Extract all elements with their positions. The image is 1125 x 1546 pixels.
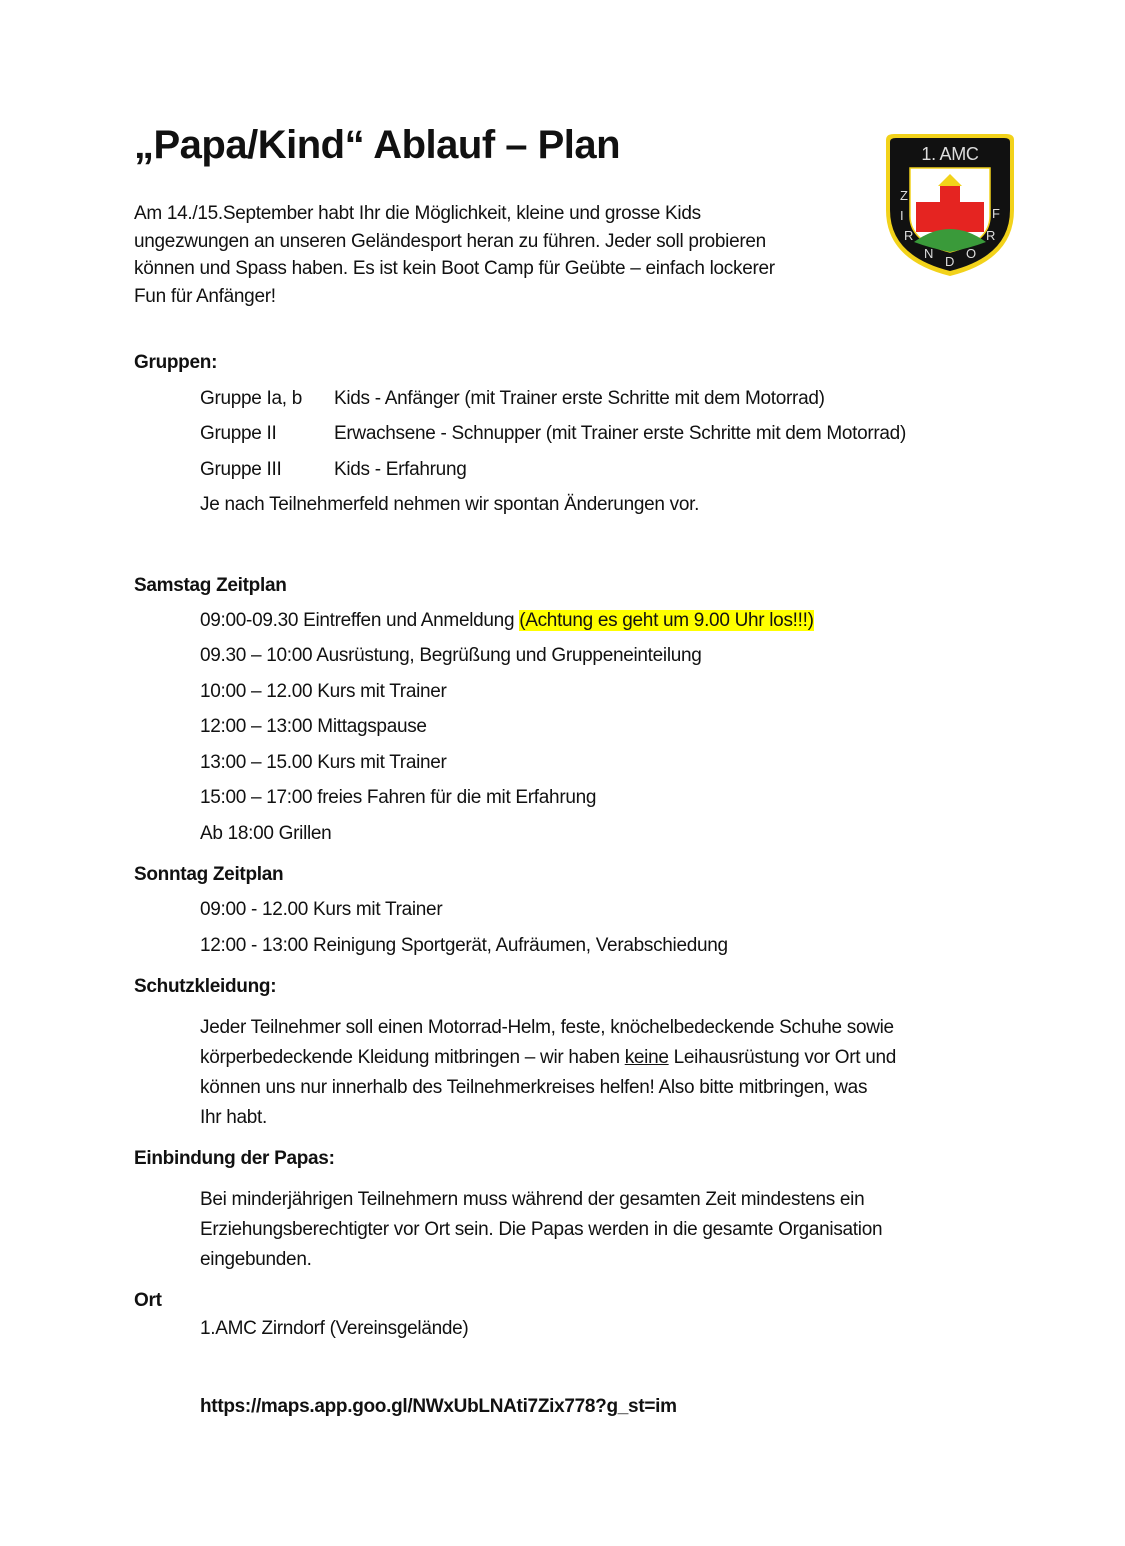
sunday-heading: Sonntag Zeitplan bbox=[134, 864, 284, 885]
page-title: „Papa/Kind“ Ablauf – Plan bbox=[134, 123, 621, 167]
schedule-item: 09.30 – 10:00 Ausrüstung, Begrüßung und Gruppeneinteilung bbox=[200, 645, 702, 666]
underlined-text: keine bbox=[624, 1047, 669, 1068]
papas-line: Bei minderjährigen Teilnehmern muss während der gesamten Zeit mindestens ein bbox=[200, 1189, 865, 1210]
protection-line: Jeder Teilnehmer soll einen Motorrad-Helm, feste, knöchelbedeckende Schuhe sowie bbox=[200, 1017, 894, 1038]
schedule-item: 12:00 - 13:00 Reinigung Sportgerät, Aufräumen, Verabschiedung bbox=[200, 935, 728, 956]
svg-text:R: R bbox=[904, 228, 914, 243]
intro-line: Am 14./15.September habt Ihr die Möglichkeit, kleine und grosse Kids bbox=[134, 203, 701, 224]
groups-heading: Gruppen: bbox=[134, 352, 218, 373]
schedule-item: 12:00 – 13:00 Mittagspause bbox=[200, 716, 427, 737]
papas-line: eingebunden. bbox=[200, 1249, 312, 1270]
location-name: 1.AMC Zirndorf (Vereinsgelände) bbox=[200, 1318, 469, 1339]
svg-text:F: F bbox=[992, 206, 1000, 221]
schedule-item: 15:00 – 17:00 freies Fahren für die mit Erfahrung bbox=[200, 787, 597, 808]
schedule-item: 09:00 - 12.00 Kurs mit Trainer bbox=[200, 899, 443, 920]
papas-line: Erziehungsberechtigter vor Ort sein. Die Papas werden in die gesamte Organisation bbox=[200, 1219, 883, 1240]
group-desc: Kids - Anfänger (mit Trainer erste Schritte mit dem Motorrad) bbox=[334, 388, 825, 409]
text: körperbedeckende Kleidung mitbringen – wir haben bbox=[200, 1047, 625, 1068]
svg-text:N: N bbox=[924, 246, 934, 261]
svg-text:D: D bbox=[945, 254, 955, 269]
svg-text:O: O bbox=[966, 246, 976, 261]
group-desc: Erwachsene - Schnupper (mit Trainer erste Schritte mit dem Motorrad) bbox=[334, 423, 906, 444]
svg-text:I: I bbox=[900, 208, 904, 223]
protection-line: Ihr habt. bbox=[200, 1107, 268, 1128]
intro-line: ungezwungen an unseren Geländesport heran zu führen. Jeder soll probieren bbox=[134, 231, 766, 252]
schedule-item: 13:00 – 15.00 Kurs mit Trainer bbox=[200, 752, 447, 773]
schedule-item bbox=[200, 609, 814, 633]
schedule-text: 09:00-09.30 Eintreffen und Anmeldung bbox=[200, 610, 520, 631]
maps-link[interactable]: https://maps.app.goo.gl/NWxUbLNAti7Zix778?g_st=im bbox=[200, 1396, 677, 1417]
protection-line: können uns nur innerhalb des Teilnehmerkreises helfen! Also bitte mitbringen, was bbox=[200, 1077, 868, 1098]
amc-zirndorf-logo bbox=[880, 130, 1020, 280]
papas-heading: Einbindung der Papas: bbox=[134, 1148, 335, 1169]
intro-line: können und Spass haben. Es ist kein Boot Camp für Geübte – einfach lockerer bbox=[134, 258, 775, 279]
group-desc: Kids - Erfahrung bbox=[334, 459, 467, 480]
svg-text:R: R bbox=[986, 228, 996, 243]
protection-line bbox=[200, 1046, 896, 1070]
svg-text:1. AMC: 1. AMC bbox=[921, 144, 979, 164]
schedule-item: 10:00 – 12.00 Kurs mit Trainer bbox=[200, 681, 447, 702]
svg-text:Z: Z bbox=[900, 188, 908, 203]
highlight-note: (Achtung es geht um 9.00 Uhr los!!!) bbox=[519, 610, 814, 631]
group-name: Gruppe Ia, b bbox=[200, 388, 303, 409]
intro-line: Fun für Anfänger! bbox=[134, 286, 276, 307]
text: Leihausrüstung vor Ort und bbox=[668, 1047, 897, 1068]
saturday-heading: Samstag Zeitplan bbox=[134, 575, 287, 596]
schedule-item: Ab 18:00 Grillen bbox=[200, 823, 332, 844]
location-heading: Ort bbox=[134, 1290, 162, 1311]
groups-note: Je nach Teilnehmerfeld nehmen wir spontan Änderungen vor. bbox=[200, 494, 700, 515]
protection-heading: Schutzkleidung: bbox=[134, 976, 277, 997]
group-name: Gruppe II bbox=[200, 423, 277, 444]
group-name: Gruppe III bbox=[200, 459, 282, 480]
